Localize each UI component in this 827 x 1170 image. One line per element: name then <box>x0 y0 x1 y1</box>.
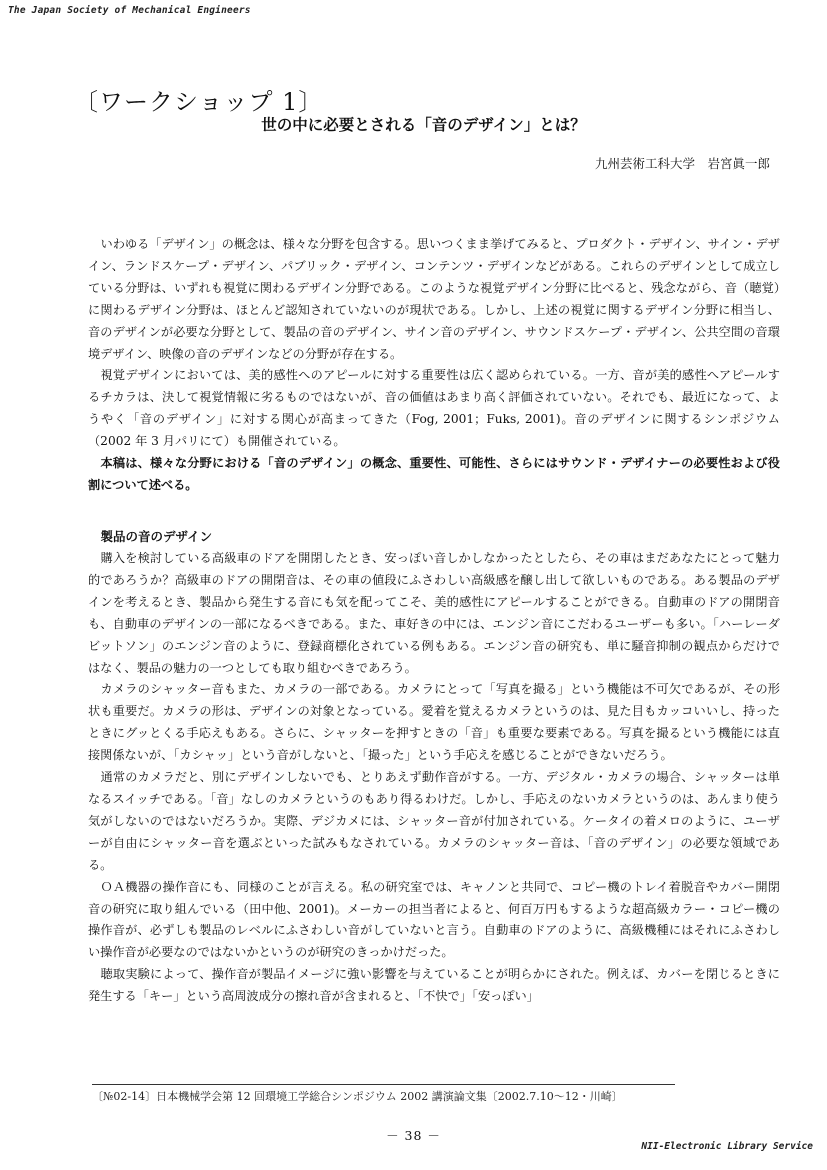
paragraph: 聴取実験によって、操作音が製品イメージに強い影響を与えていることが明らかにされた。例えば、カバーを閉じるときに発生する「キー」という高周波成分の擦れ音が含まれると、「不快で」「安っぽい」 <box>88 967 780 1004</box>
paragraph: 視覚デザインにおいては、美的感性へのアピールに対する重要性は広く認められている。一方、音が美的感性へアピールするチカラは、決して視覚情報に劣るものではないが、音の価値はあまり高く評価されていない。それでも、最近になって、ようやく「音のデザイン」に対する関心が高まってきた（Fog, 2001；Fuks, 2001)。音のデザインに関するシンポジウム（2002 年 3 月パリにて）も開催されている。 <box>88 368 780 449</box>
paragraph: いわゆる「デザイン」の概念は、様々な分野を包含する。思いつくまま挙げてみると、プロダクト・デザイン、サイン・デザイン、ランドスケープ・デザイン、パブリック・デザイン、コンテンツ・デザインなどがある。これらのデザインとして成立している分野は、いずれも視覚に関わるデザイン分野である。このような視覚デザイン分野に比べると、残念ながら、音（聴覚）に関わるデザイン分野は、ほとんど認知されていないのが現状である。しかし、上述の視覚に関するデザイン分野に相当し、音のデザインが必要な分野として、製品の音のデザイン、サイン音のデザイン、サウンドスケープ・デザイン、公共空間の音環境デザイン、映像の音のデザインなどの分野が存在する。 <box>88 237 780 361</box>
footnote: 〔№02-14〕日本機械学会第 12 回環境工学総合シンポジウム 2002 講演論文集〔2002.7.10〜12・川崎〕 <box>92 1090 623 1103</box>
author-line: 九州芸術工科大学 岩宮眞一郎 <box>594 156 770 171</box>
workshop-label: 〔ワークショップ 1〕 <box>74 88 324 116</box>
page-number: － 38 － <box>386 1128 441 1143</box>
paragraph: 通常のカメラだと、別にデザインしないでも、とりあえず動作音がする。一方、デジタル・カメラの場合、シャッターは単なるスイッチである。「音」なしのカメラというのもあり得るわけだ。しかし、手応えのないカメラというのは、あんまり使う気がしないのではないだろうか。実際、デジカメには、シャッター音が付加されている。ケータイの着メロのように、ユーザーが自由にシャッター音を選ぶといった試みもなされている。カメラのシャッター音は、「音のデザイン」の必要な領域である。 <box>88 770 780 872</box>
society-header: The Japan Society of Mechanical Engineers <box>8 5 251 16</box>
paragraph: 購入を検討している高級車のドアを開閉したとき、安っぽい音しかしなかったとしたら、その車はまだあなたにとって魅力的であろうか？高級車のドアの開閉音は、その車の値段にふさわしい高級感を醸し出して欲しいものである。ある製品のデザインを考えるとき、製品から発生する音にも気を配ってこそ、美的感性にアピールすることができる。自動車のドアの開閉音も、自動車のデザインの一部になるべきである。また、車好きの中には、エンジン音にこだわるユーザーも多い。「ハーレーダビットソン」のエンジン音のように、登録商標化されている例もある。エンジン音の研究も、単に騒音抑制の観点からだけではなく、製品の魅力の一つとしても取り組むべきであろう。 <box>88 551 780 675</box>
paragraph: 本稿は、様々な分野における「音のデザイン」の概念、重要性、可能性、さらにはサウンド・デザイナーの必要性および役割について述べる。 <box>88 456 780 492</box>
paper-title: 世の中に必要とされる「音のデザイン」とは？ <box>261 116 586 134</box>
intro-section <box>88 234 780 497</box>
product-sound-section <box>88 526 780 1008</box>
footnote-divider <box>92 1084 675 1085</box>
paragraph: カメラのシャッター音もまた、カメラの一部である。カメラにとって「写真を撮る」という機能は不可欠であるが、その形状も重要だ。カメラの形は、デザインの対象となっている。愛着を覚えるカメラというのは、見た目もカッコいいし、持ったときにグッとくる手応えもある。さらに、シャッターを押すときの「音」も重要な要素である。写真を撮るという機能には直接関係ないが、「カシャッ」という音がしないと、「撮った」という手応えを感じることができないだろう。 <box>88 682 780 763</box>
section-heading: 製品の音のデザイン <box>100 529 213 544</box>
library-footer: NII-Electronic Library Service <box>641 1141 813 1152</box>
paragraph: ＯＡ機器の操作音にも、同様のことが言える。私の研究室では、キャノンと共同で、コピー機のトレイ着脱音やカバー開閉音の研究に取り組んでいる（田中他、2001)。メーカーの担当者によると、何百万円もするような超高級カラー・コピー機の操作音が、必ずしも製品のレベルにふさわしい音がしていないと言う。自動車のドアのように、高級機種にはそれにふさわしい操作音が必要なのではないかというのが研究のきっかけだった。 <box>88 879 780 960</box>
